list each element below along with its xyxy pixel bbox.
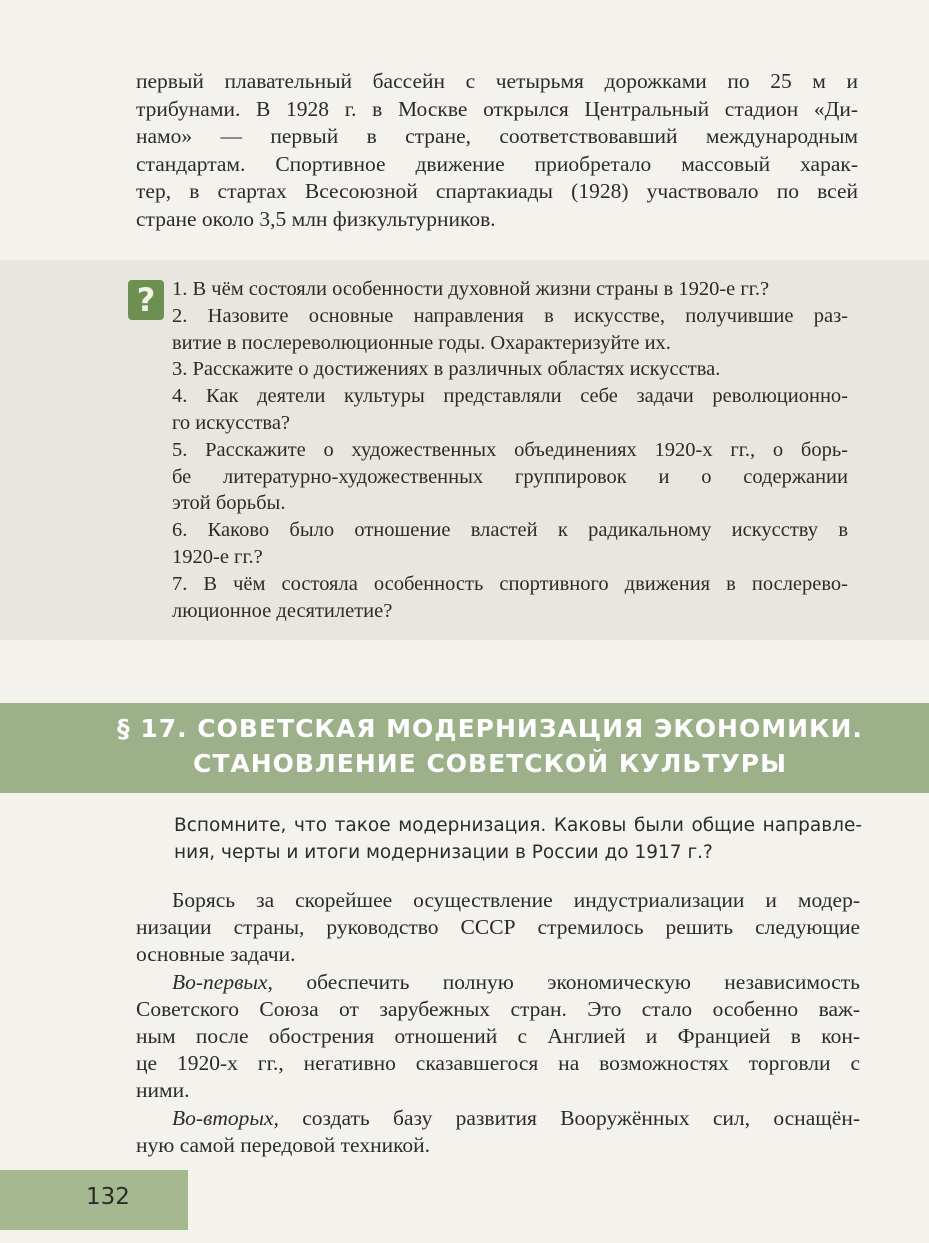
text-line: Борясь за скорейшее осуществление индустриализации и модер- bbox=[172, 888, 860, 912]
text-line: основные задачи. bbox=[136, 942, 296, 967]
text-line: низации страны, руководство СССР стремилось решить следующие bbox=[136, 915, 860, 940]
recall-prompt bbox=[174, 812, 862, 866]
recall-prompt-line: ния, черты и итоги модернизации в России до 1917 г.? bbox=[174, 842, 713, 863]
body-text bbox=[136, 887, 860, 1159]
question-line: 7. В чём состояла особенность спортивного движения в послерево- bbox=[172, 572, 848, 595]
text-line: стране около 3,5 млн физкультурников. bbox=[136, 206, 496, 231]
question-line: 3. Расскажите о достижениях в различных областях искусства. bbox=[172, 358, 721, 381]
question-line: бе литературно-художественных группировок и о содержании bbox=[172, 465, 848, 488]
text-line: Советского Союза от зарубежных стран. Это стало особенно важ- bbox=[136, 996, 860, 1021]
text-line: стандартам. Спортивное движение приобретало массовый харак- bbox=[136, 151, 858, 176]
text-fragment: обеспечить полную экономическую независимость bbox=[272, 969, 860, 994]
text-line: це 1920-х гг., негативно сказавшегося на возможностях торговли с bbox=[136, 1051, 860, 1076]
question-line: 4. Как деятели культуры представляли себе задачи революционно- bbox=[172, 385, 848, 408]
page-number: 132 bbox=[86, 1184, 130, 1210]
text-line bbox=[136, 969, 860, 996]
text-line: тер, в стартах Всесоюзной спартакиады (1928) участвовало по всей bbox=[136, 179, 858, 203]
question-line: 5. Расскажите о художественных объединениях 1920-х гг., о борь- bbox=[172, 438, 848, 461]
recall-prompt-line: Вспомните, что такое модернизация. Каковы были общие направле- bbox=[174, 815, 862, 836]
text-line: первый плавательный бассейн с четырьмя дорожками по 25 м и bbox=[136, 69, 858, 93]
section-title-line: § 17. СОВЕТСКАЯ МОДЕРНИЗАЦИЯ ЭКОНОМИКИ. bbox=[117, 714, 863, 743]
top-paragraph bbox=[136, 68, 858, 233]
text-line bbox=[136, 1105, 860, 1132]
question-line: го искусства? bbox=[172, 411, 291, 434]
text-fragment: создать базу развития Вооружённых сил, оснащён- bbox=[278, 1105, 860, 1130]
question-line: витие в послереволюционные годы. Охарактеризуйте их. bbox=[172, 331, 671, 354]
emphasis: Во-вторых, bbox=[172, 1105, 279, 1130]
emphasis: Во-первых, bbox=[172, 969, 273, 994]
question-line: 2. Назовите основные направления в искусстве, получившие раз- bbox=[172, 304, 848, 327]
section-title bbox=[100, 711, 880, 781]
question-line: этой борьбы. bbox=[172, 492, 286, 515]
question-line: 1. В чём состояли особенности духовной жизни страны в 1920-е гг.? bbox=[172, 278, 770, 300]
question-line: 6. Каково было отношение властей к радикальному искусству в bbox=[172, 519, 848, 542]
text-line: ную самой передовой техникой. bbox=[136, 1132, 431, 1157]
question-icon: ? bbox=[128, 280, 164, 320]
text-line: намо» — первый в стране, соответствовавший международным bbox=[136, 124, 858, 148]
questions-list bbox=[172, 276, 848, 624]
text-line: ным после обострения отношений с Англией и Францией в кон- bbox=[136, 1024, 860, 1049]
question-line: люционное десятилетие? bbox=[172, 599, 393, 622]
section-title-line: СТАНОВЛЕНИЕ СОВЕТСКОЙ КУЛЬТУРЫ bbox=[193, 749, 787, 778]
question-line: 1920-е гг.? bbox=[172, 545, 263, 568]
text-line: ними. bbox=[136, 1078, 190, 1103]
text-line: трибунами. В 1928 г. в Москве открылся Центральный стадион «Ди- bbox=[136, 96, 858, 121]
